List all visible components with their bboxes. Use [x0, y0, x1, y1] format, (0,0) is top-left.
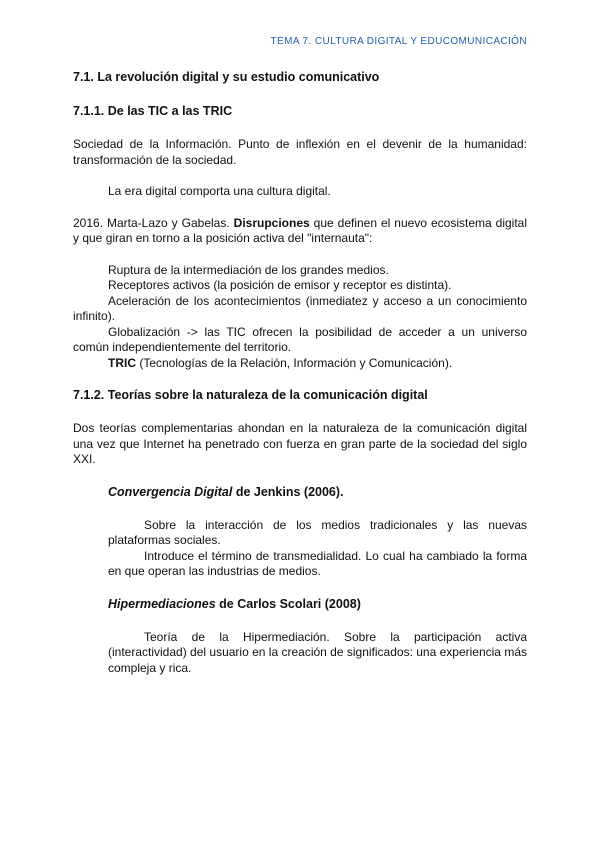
theory-body-scolari	[73, 630, 527, 677]
disrupciones-keyword: Disrupciones	[233, 215, 310, 230]
paragraph-teorias-intro: Dos teorías complementarias ahondan en la naturaleza de la comunicación digital una vez que Internet ha penetrado con fuerza en gran parte de la sociedad del siglo XXI.	[73, 421, 527, 466]
tric-keyword: TRIC	[108, 355, 136, 370]
disruption-item-4: Globalización -> las TIC ofrecen la posibilidad de acceder a un universo común independientemente del territorio.	[73, 324, 527, 354]
theory-name-convergencia: Convergencia Digital	[108, 484, 233, 499]
jenkins-paragraph-2: Introduce el término de transmedialidad. Lo cual ha cambiado la forma en que operan las industrias de medios.	[108, 548, 527, 578]
theory-author-scolari: de Carlos Scolari (2008)	[215, 596, 361, 611]
disruption-item-2: Receptores activos (la posición de emisor y receptor es distinta).	[108, 278, 452, 292]
subsection-title-1: 7.1.1. De las TIC a las TRIC	[73, 104, 233, 118]
disruption-item-1: Ruptura de la intermediación de los grandes medios.	[108, 262, 389, 277]
tric-description: (Tecnologías de la Relación, Información y Comunicación).	[136, 355, 453, 370]
disruption-item-3: Aceleración de los acontecimientos (inmediatez y acceso a un conocimiento infinito).	[73, 293, 527, 323]
subsection-title-2: 7.1.2. Teorías sobre la naturaleza de la comunicación digital	[73, 388, 428, 402]
theory-body-jenkins	[73, 518, 527, 580]
paragraph-disrupciones	[73, 216, 527, 247]
disrupciones-pre: 2016. Marta-Lazo y Gabelas.	[73, 215, 234, 230]
theory-title-scolari	[108, 597, 527, 612]
theory-title-jenkins	[108, 485, 527, 500]
tric-definition	[73, 356, 527, 372]
paragraph-era-digital: La era digital comporta una cultura digital.	[108, 184, 331, 198]
section-title: 7.1. La revolución digital y su estudio comunicativo	[73, 70, 380, 84]
theory-name-hipermediaciones: Hipermediaciones	[108, 596, 216, 611]
scolari-paragraph-1: Teoría de la Hipermediación. Sobre la participación activa (interactividad) del usuario en la creación de significados: una experiencia más compleja y rica.	[108, 629, 527, 675]
document-body	[73, 70, 527, 676]
paragraph-sociedad: Sociedad de la Información. Punto de inflexión en el devenir de la humanidad: transformación de la sociedad.	[73, 137, 527, 167]
disrupciones-post: que definen el nuevo ecosistema digital y que giran en torno a la posición activa del "internauta":	[73, 215, 527, 245]
jenkins-paragraph-1: Sobre la interacción de los medios tradicionales y las nuevas plataformas sociales.	[108, 517, 527, 547]
theory-author-jenkins: de Jenkins (2006).	[232, 484, 344, 499]
running-header: TEMA 7. CULTURA DIGITAL Y EDUCOMUNICACIÓN	[270, 36, 527, 47]
